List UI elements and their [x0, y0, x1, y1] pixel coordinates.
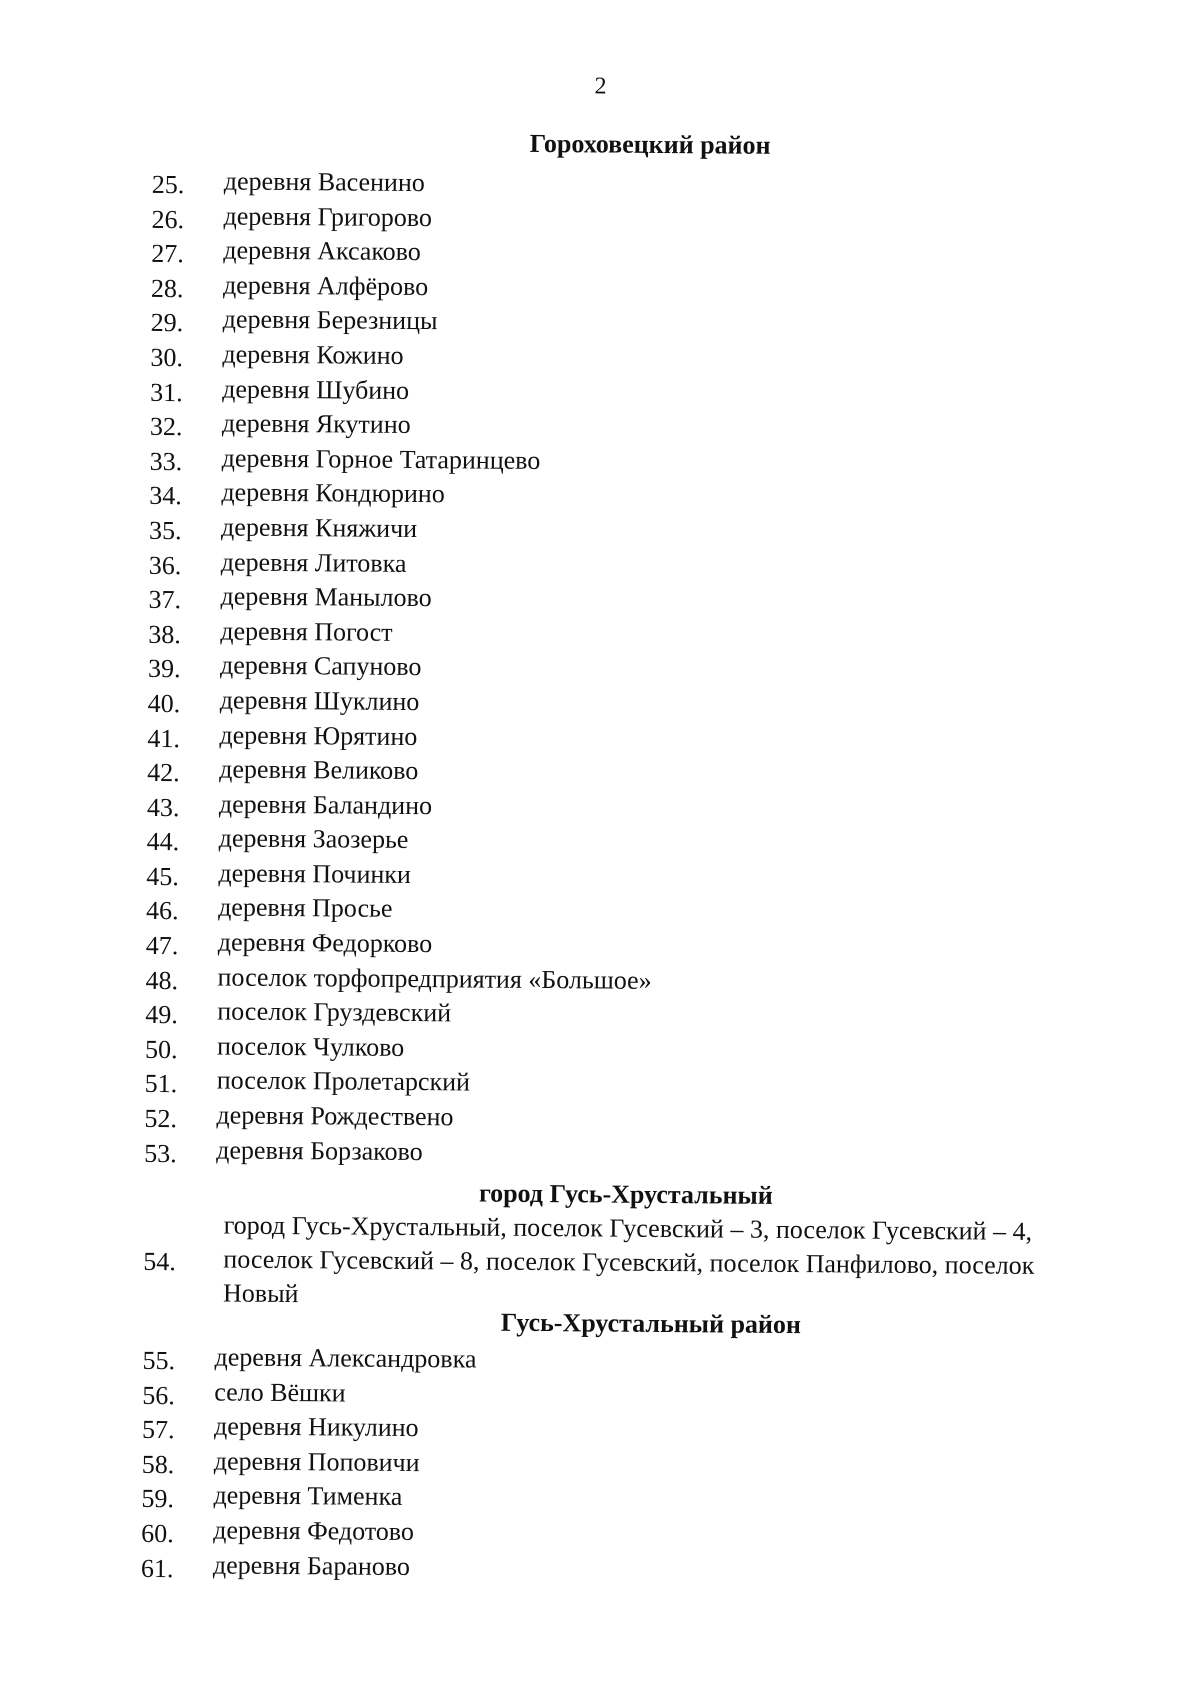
item-number: 28.	[151, 274, 206, 304]
item-number: 45.	[146, 862, 201, 892]
item-name: деревня Аксаково	[223, 236, 421, 268]
item-number: 39.	[148, 654, 203, 684]
item-name: село Вёшки	[214, 1377, 346, 1408]
item-number: 47.	[146, 931, 201, 961]
item-name: деревня Григорово	[223, 201, 432, 233]
item-name: деревня Федотово	[213, 1515, 414, 1547]
item-name: деревня Борзаково	[216, 1135, 423, 1167]
item-name: поселок Груздевский	[217, 997, 451, 1029]
item-name: поселок Чулково	[217, 1031, 404, 1062]
item-number: 48.	[145, 966, 200, 996]
item-name: деревня Баландино	[219, 789, 432, 821]
item-name: деревня Заозерье	[219, 824, 409, 855]
item-number: 31.	[150, 377, 205, 407]
item-name: деревня Березницы	[223, 305, 438, 337]
item-number: 36.	[149, 550, 204, 580]
item-name: деревня Никулино	[214, 1412, 419, 1444]
item-name: деревня Кондюрино	[221, 478, 445, 510]
item-name: деревня Литовка	[221, 547, 407, 578]
page-number: 2	[0, 69, 1200, 105]
item-name: деревня Погост	[220, 616, 393, 647]
item-number: 33.	[150, 447, 205, 477]
item-name: деревня Просье	[218, 893, 393, 924]
item-number: 54.	[143, 1247, 198, 1277]
item-name: деревня Починки	[218, 858, 411, 890]
item-number: 37.	[148, 585, 203, 615]
item-number: 27.	[151, 239, 206, 269]
item-number: 41.	[147, 723, 202, 753]
item-number: 29.	[151, 308, 206, 338]
item-name: деревня Якутино	[222, 409, 411, 440]
item-name: деревня Алфёрово	[223, 270, 428, 302]
item-name: деревня Рождествено	[216, 1101, 453, 1133]
item-name: деревня Поповичи	[214, 1446, 420, 1478]
item-number: 42.	[147, 758, 202, 788]
item-number: 25.	[152, 170, 207, 200]
item-number: 51.	[145, 1069, 200, 1099]
item-number: 44.	[147, 827, 202, 857]
settlement-list	[144, 166, 152, 1169]
item-number: 32.	[150, 412, 205, 442]
item-name: деревня Александровка	[214, 1342, 476, 1374]
item-number: 59.	[141, 1484, 196, 1514]
item-name: деревня Сапуново	[220, 651, 422, 683]
item-name: деревня Шуклино	[220, 685, 420, 717]
item-number: 57.	[142, 1415, 197, 1445]
item-name: деревня Кожино	[222, 339, 403, 370]
item-name: деревня Юрятино	[219, 720, 417, 752]
list-item	[143, 1208, 1094, 1319]
item-name: деревня Бараново	[213, 1550, 410, 1582]
item-number: 55.	[142, 1346, 197, 1376]
section-heading: город Гусь-Хрустальный	[0, 1175, 1192, 1214]
item-name: поселок торфопредприятия «Большое»	[217, 962, 651, 995]
item-number: 60.	[141, 1519, 196, 1549]
item-number: 52.	[144, 1104, 199, 1134]
item-number: 40.	[148, 689, 203, 719]
item-name: город Гусь-Хрустальный, поселок Гусевский – 3, поселок Гусевский – 4, поселок Гусевский – 8, поселок Гусевский, поселок Панфилово, поселок Новый	[223, 1209, 1104, 1318]
section-heading: Гороховецкий район	[0, 125, 1200, 164]
item-number: 50.	[145, 1035, 200, 1065]
item-number: 38.	[148, 620, 203, 650]
item-number: 56.	[142, 1380, 197, 1410]
item-number: 34.	[149, 481, 204, 511]
item-number: 26.	[151, 205, 206, 235]
item-name: деревня Тименка	[213, 1481, 402, 1512]
item-number: 53.	[144, 1139, 199, 1169]
section-heading: Гусь-Хрустальный район	[0, 1304, 1191, 1343]
item-number: 46.	[146, 896, 201, 926]
item-number: 43.	[147, 793, 202, 823]
item-name: деревня Великово	[219, 755, 418, 787]
item-number: 30.	[150, 343, 205, 373]
settlement-list	[141, 1342, 143, 1584]
item-number: 35.	[149, 516, 204, 546]
item-name: деревня Васенино	[224, 167, 425, 199]
item-number: 58.	[142, 1450, 197, 1480]
item-name: деревня Шубино	[222, 374, 409, 405]
item-number: 61.	[141, 1553, 196, 1583]
item-name: поселок Пролетарский	[217, 1066, 470, 1098]
item-name: деревня Федорково	[218, 928, 433, 960]
item-number: 49.	[145, 1000, 200, 1030]
item-name: деревня Княжичи	[221, 512, 417, 544]
item-name: деревня Горное Татаринцево	[222, 443, 541, 476]
item-name: деревня Манылово	[220, 582, 431, 614]
